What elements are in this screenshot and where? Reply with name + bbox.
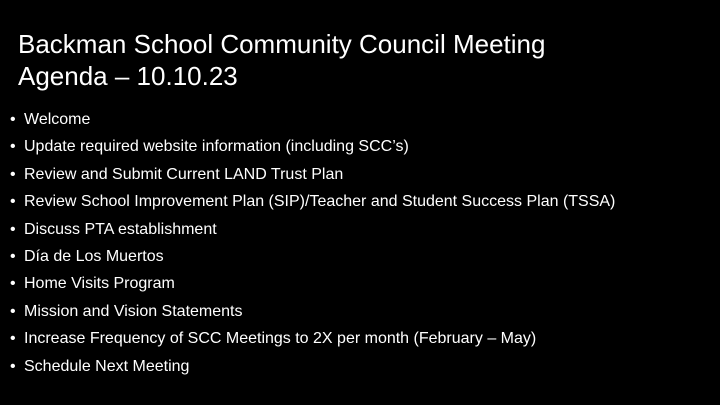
bullet-icon: •	[10, 302, 16, 320]
slide-title	[18, 28, 708, 92]
agenda-item	[8, 133, 714, 160]
agenda-item-text: Discuss PTA establishment	[24, 220, 217, 238]
slide-title-line-2: Agenda – 10.10.23	[18, 61, 238, 91]
agenda-item	[8, 161, 714, 188]
bullet-icon: •	[10, 248, 16, 266]
agenda-item-text: Increase Frequency of SCC Meetings to 2X per month (February – May)	[24, 330, 537, 348]
bullet-icon: •	[10, 330, 16, 348]
agenda-item	[8, 216, 714, 243]
bullet-icon: •	[10, 275, 16, 293]
agenda-item-text: Home Visits Program	[24, 275, 175, 293]
bullet-icon: •	[10, 193, 16, 211]
agenda-item	[8, 243, 714, 270]
agenda-item	[8, 188, 714, 215]
agenda-item-text: Review and Submit Current LAND Trust Plan	[24, 165, 344, 183]
agenda-item	[8, 106, 714, 133]
bullet-icon: •	[10, 111, 16, 128]
bullet-icon: •	[10, 165, 16, 183]
bullet-icon: •	[10, 220, 16, 238]
bullet-icon: •	[10, 138, 16, 156]
agenda-item	[8, 353, 714, 380]
agenda-item	[8, 298, 714, 325]
agenda-list	[8, 106, 714, 380]
slide-title-line-1: Backman School Community Council Meeting	[18, 29, 546, 59]
agenda-item	[8, 325, 714, 352]
agenda-item-text: Review School Improvement Plan (SIP)/Teacher and Student Success Plan (TSSA)	[24, 193, 616, 211]
agenda-item-text: Mission and Vision Statements	[24, 302, 243, 320]
agenda-item-text: Schedule Next Meeting	[24, 357, 190, 375]
agenda-item-text: Día de Los Muertos	[24, 248, 164, 266]
agenda-item-text: Update required website information (including SCC’s)	[24, 138, 409, 156]
agenda-item	[8, 270, 714, 297]
bullet-icon: •	[10, 357, 16, 375]
agenda-item-text: Welcome	[24, 111, 91, 128]
